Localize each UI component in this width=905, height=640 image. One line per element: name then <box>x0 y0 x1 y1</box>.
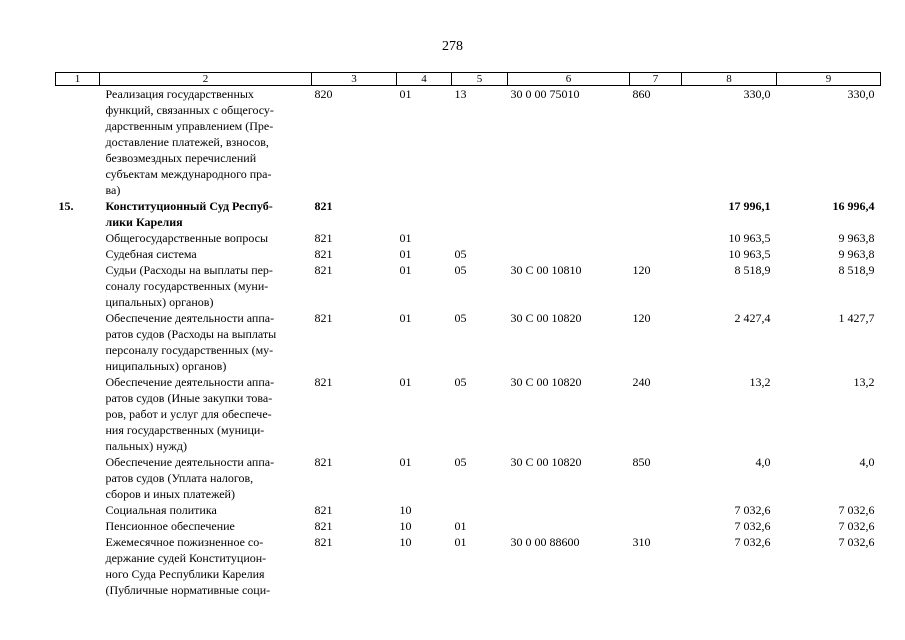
department-code: 821 <box>314 519 333 533</box>
table-row <box>56 246 881 262</box>
header-cell: 7 <box>630 73 682 86</box>
amount-year-2: 4,0 <box>859 455 875 469</box>
row-number <box>56 534 100 598</box>
row-name-line: Судебная система <box>105 247 197 261</box>
row-name-line: Судьи (Расходы на выплаты пер- <box>105 263 273 277</box>
row-number <box>56 262 100 310</box>
department-code: 821 <box>314 231 333 245</box>
row-name <box>100 518 312 534</box>
target-item-code <box>508 518 630 534</box>
row-name-line: соналу государственных (муни- <box>105 279 269 293</box>
department-code: 820 <box>314 87 333 101</box>
row-name <box>100 86 312 199</box>
section-code: 01 <box>399 263 412 277</box>
row-name <box>100 246 312 262</box>
amount-year-2: 9 963,8 <box>838 247 875 261</box>
department-code: 821 <box>314 311 333 325</box>
amount-year-2: 1 427,7 <box>838 311 875 325</box>
section-code: 01 <box>399 311 412 325</box>
row-name-line: ратов судов (Расходы на выплаты <box>105 327 277 341</box>
row-name-line: Пенсионное обеспечение <box>105 519 235 533</box>
amount-year-2: 7 032,6 <box>838 503 875 517</box>
subsection-code: 05 <box>454 375 467 389</box>
expense-type-code: 850 <box>632 455 651 469</box>
expense-type-code <box>630 518 682 534</box>
row-name-line: ратов судов (Уплата налогов, <box>105 471 254 485</box>
table-row <box>56 518 881 534</box>
row-name-line: Реализация государственных <box>105 87 254 101</box>
row-name <box>100 198 312 230</box>
row-number <box>56 454 100 502</box>
table-row <box>56 454 881 502</box>
table-row <box>56 374 881 454</box>
department-code: 821 <box>314 263 333 277</box>
header-cell: 9 <box>777 73 881 86</box>
amount-year-1: 13,2 <box>749 375 771 389</box>
department-code: 821 <box>314 455 333 469</box>
amount-year-2: 13,2 <box>853 375 875 389</box>
amount-year-1: 17 996,1 <box>728 199 771 213</box>
row-name-line: функций, связанных с общегосу- <box>105 103 274 117</box>
table-row <box>56 534 881 598</box>
target-item-code: 30 0 00 75010 <box>510 87 580 101</box>
row-number: 15. <box>58 199 74 213</box>
subsection-code: 13 <box>454 87 467 101</box>
target-item-code <box>508 230 630 246</box>
amount-year-1: 330,0 <box>743 87 771 101</box>
row-name-line: субъектам международного пра- <box>105 167 272 181</box>
amount-year-1: 7 032,6 <box>734 535 771 549</box>
row-name <box>100 262 312 310</box>
subsection-code <box>452 230 508 246</box>
row-name <box>100 502 312 518</box>
row-name-line: ниципальных) органов) <box>105 359 227 373</box>
subsection-code: 01 <box>454 535 467 549</box>
row-number <box>56 86 100 199</box>
row-name-line: лики Карелия <box>105 215 183 229</box>
expense-type-code: 120 <box>632 311 651 325</box>
amount-year-2: 8 518,9 <box>838 263 875 277</box>
row-name-line: безвозмездных перечислений <box>105 151 257 165</box>
amount-year-2: 330,0 <box>847 87 875 101</box>
row-name-line: держание судей Конституцион- <box>105 551 267 565</box>
row-name-line: пальных) нужд) <box>105 439 187 453</box>
row-name-line: ного Суда Республики Карелия <box>105 567 265 581</box>
subsection-code <box>452 502 508 518</box>
row-name-line: ния государственных (муници- <box>105 423 265 437</box>
amount-year-1: 10 963,5 <box>728 247 771 261</box>
section-code: 10 <box>399 519 412 533</box>
department-code: 821 <box>314 199 333 213</box>
row-name <box>100 454 312 502</box>
row-number <box>56 502 100 518</box>
expense-type-code: 120 <box>632 263 651 277</box>
row-name-line: Социальная политика <box>105 503 217 517</box>
subsection-code: 05 <box>454 247 467 261</box>
expense-type-code <box>630 230 682 246</box>
budget-table <box>55 72 881 598</box>
department-code: 821 <box>314 503 333 517</box>
amount-year-1: 10 963,5 <box>728 231 771 245</box>
amount-year-1: 7 032,6 <box>734 503 771 517</box>
page-number: 278 <box>442 39 463 54</box>
row-name-line: Ежемесячное пожизненное со- <box>105 535 264 549</box>
row-name <box>100 310 312 374</box>
amount-year-2: 9 963,8 <box>838 231 875 245</box>
row-name-line: Конституционный Суд Респуб- <box>105 199 273 213</box>
table-row <box>56 502 881 518</box>
target-item-code: 30 С 00 10820 <box>510 375 582 389</box>
amount-year-1: 2 427,4 <box>734 311 771 325</box>
row-name-line: Обеспечение деятельности аппа- <box>105 311 275 325</box>
section-code: 01 <box>399 87 412 101</box>
row-name-line: (Публичные нормативные соци- <box>105 583 271 597</box>
row-number <box>56 230 100 246</box>
expense-type-code: 860 <box>632 87 651 101</box>
subsection-code: 05 <box>454 263 467 277</box>
amount-year-1: 8 518,9 <box>734 263 771 277</box>
subsection-code: 01 <box>454 519 467 533</box>
header-cell: 6 <box>508 73 630 86</box>
table-row <box>56 198 881 230</box>
header-row <box>56 73 881 86</box>
row-name-line: ципальных) органов) <box>105 295 214 309</box>
row-name-line: ров, работ и услуг для обеспече- <box>105 407 272 421</box>
expense-type-code <box>630 198 682 230</box>
row-number <box>56 246 100 262</box>
amount-year-2: 7 032,6 <box>838 519 875 533</box>
header-cell: 2 <box>100 73 312 86</box>
section-code: 10 <box>399 535 412 549</box>
subsection-code <box>452 198 508 230</box>
amount-year-2: 7 032,6 <box>838 535 875 549</box>
section-code <box>397 198 452 230</box>
target-item-code: 30 0 00 88600 <box>510 535 580 549</box>
header-cell: 5 <box>452 73 508 86</box>
amount-year-2: 16 996,4 <box>832 199 875 213</box>
row-name <box>100 374 312 454</box>
expense-type-code: 310 <box>632 535 651 549</box>
section-code: 01 <box>399 455 412 469</box>
table-row <box>56 86 881 199</box>
row-name-line: сборов и иных платежей) <box>105 487 235 501</box>
subsection-code: 05 <box>454 311 467 325</box>
target-item-code <box>508 198 630 230</box>
table-row <box>56 230 881 246</box>
row-name-line: персоналу государственных (му- <box>105 343 274 357</box>
section-code: 01 <box>399 231 412 245</box>
section-code: 01 <box>399 247 412 261</box>
section-code: 01 <box>399 375 412 389</box>
subsection-code: 05 <box>454 455 467 469</box>
expense-type-code <box>630 246 682 262</box>
expense-type-code <box>630 502 682 518</box>
row-name-line: ва) <box>105 183 121 197</box>
row-name <box>100 230 312 246</box>
target-item-code <box>508 502 630 518</box>
header-cell: 8 <box>682 73 777 86</box>
row-number <box>56 374 100 454</box>
header-cell: 4 <box>397 73 452 86</box>
table-row <box>56 262 881 310</box>
row-name-line: ратов судов (Иные закупки това- <box>105 391 273 405</box>
table-row <box>56 310 881 374</box>
row-name-line: доставление платежей, взносов, <box>105 135 269 149</box>
department-code: 821 <box>314 247 333 261</box>
row-number <box>56 518 100 534</box>
amount-year-1: 4,0 <box>755 455 771 469</box>
row-name-line: Общегосударственные вопросы <box>105 231 269 245</box>
row-name-line: Обеспечение деятельности аппа- <box>105 455 275 469</box>
amount-year-1: 7 032,6 <box>734 519 771 533</box>
section-code: 10 <box>399 503 412 517</box>
target-item-code: 30 С 00 10810 <box>510 263 582 277</box>
row-name <box>100 534 312 598</box>
table-body <box>56 86 881 599</box>
department-code: 821 <box>314 535 333 549</box>
expense-type-code: 240 <box>632 375 651 389</box>
row-name-line: Обеспечение деятельности аппа- <box>105 375 275 389</box>
row-number <box>56 310 100 374</box>
target-item-code: 30 С 00 10820 <box>510 311 582 325</box>
target-item-code: 30 С 00 10820 <box>510 455 582 469</box>
header-cell: 1 <box>56 73 100 86</box>
header-cell: 3 <box>312 73 397 86</box>
target-item-code <box>508 246 630 262</box>
department-code: 821 <box>314 375 333 389</box>
row-name-line: дарственным управлением (Пре- <box>105 119 274 133</box>
